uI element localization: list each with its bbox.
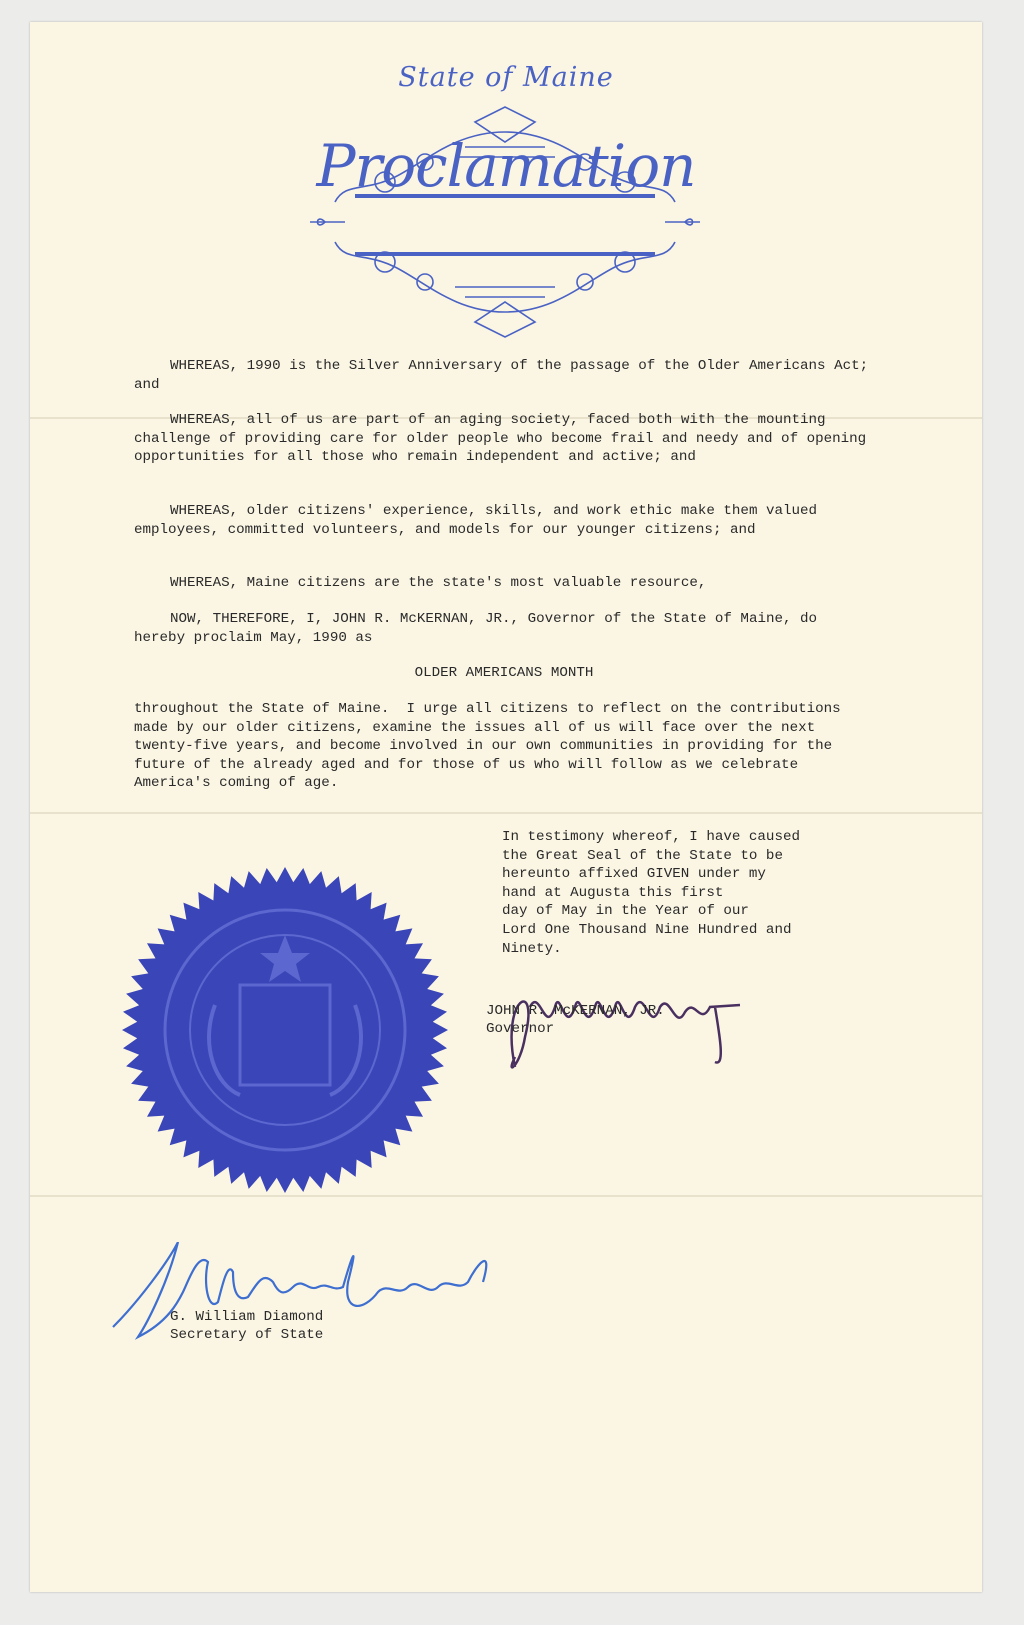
- whereas-paragraph: WHEREAS, all of us are part of an aging society, faced both with the mounting challenge of providing care for older people who become frail and needy and of opening opportunities for all those who remain independent and active; and: [134, 412, 875, 466]
- proclaimed-title: OLDER AMERICANS MONTH: [414, 665, 594, 681]
- secretary-name: G. William Diamond: [170, 1309, 324, 1325]
- document-page: [30, 22, 982, 1592]
- letterhead: [30, 62, 982, 93]
- state-title: State of Maine: [398, 62, 614, 93]
- testimony-block: In testimony whereof, I have caused the Great Seal of the State to be hereunto affixed GIVEN under my hand at Augusta this first day of May in the Year of our Lord One Thousand Nine Hundred and Ninety.: [502, 829, 800, 957]
- governor-name: JOHN R. McKERNAN, JR.: [486, 1003, 665, 1019]
- proclamation-paragraph: NOW, THEREFORE, I, JOHN R. McKERNAN, JR., Governor of the State of Maine, do hereby proclaim May, 1990 as: [134, 611, 826, 646]
- state-seal-icon: [120, 865, 450, 1195]
- fold-line: [30, 812, 982, 814]
- proclamation-title: Proclamation: [316, 132, 696, 200]
- whereas-paragraph: WHEREAS, Maine citizens are the state's most valuable resource,: [170, 575, 707, 591]
- closing-paragraph: throughout the State of Maine. I urge all citizens to reflect on the contributions made by our older citizens, examine the issues all of us will face over the next twenty-five years, and become involved in our own communities in providing for the future of the already aged and for those of us who will follow as we celebrate America's coming of age.: [134, 701, 850, 792]
- fold-line: [30, 1195, 982, 1197]
- whereas-paragraph: WHEREAS, 1990 is the Silver Anniversary of the passage of the Older Americans Act; and: [134, 358, 877, 393]
- governor-title: Governor: [486, 1021, 555, 1037]
- secretary-title: Secretary of State: [170, 1327, 324, 1343]
- whereas-paragraph: WHEREAS, older citizens' experience, skills, and work ethic make them valued employees, committed volunteers, and models for our younger citizens; and: [134, 503, 826, 538]
